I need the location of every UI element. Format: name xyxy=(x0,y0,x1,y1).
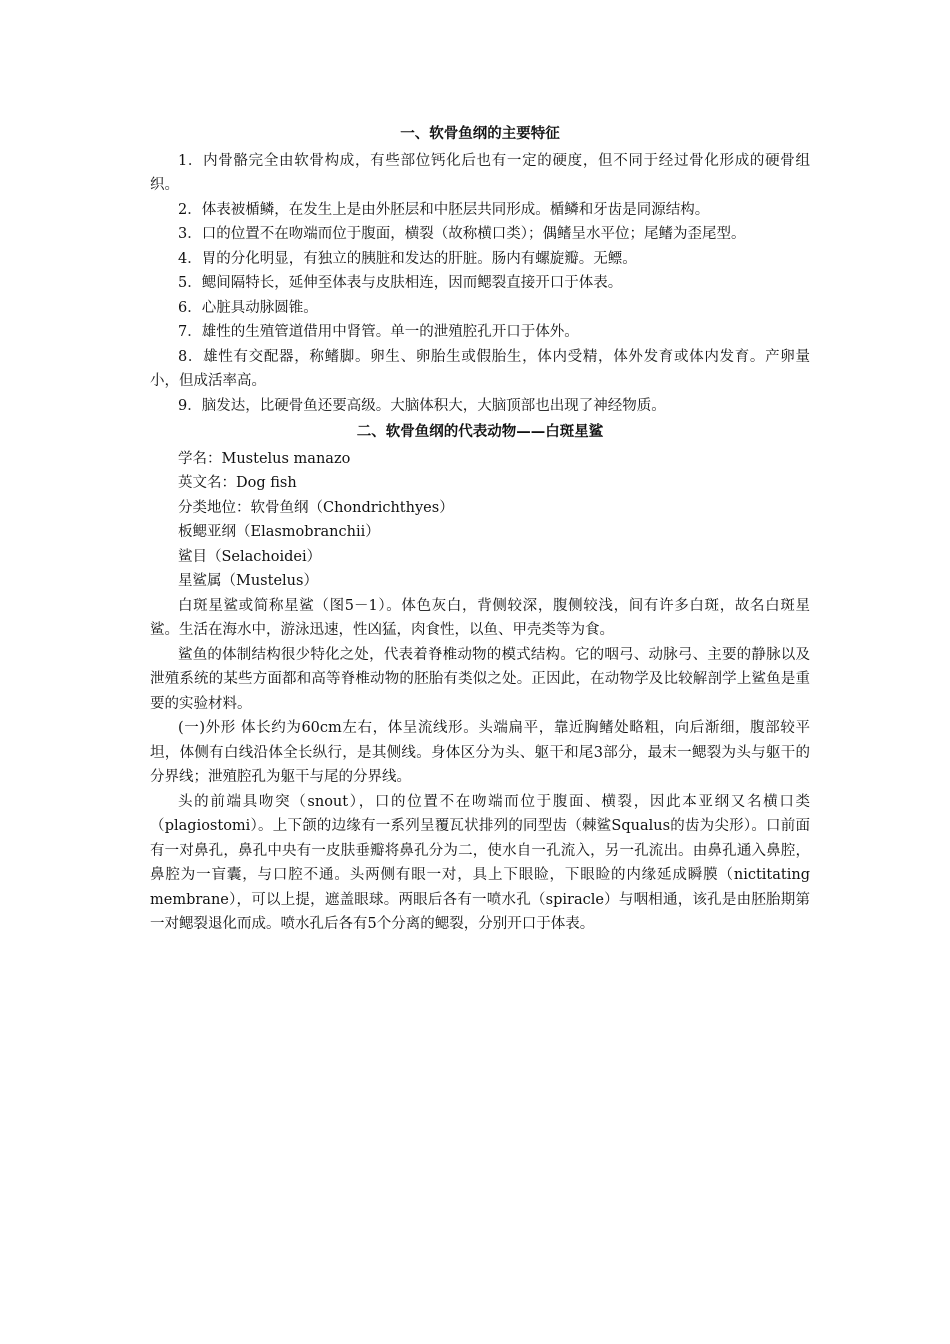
morphology-paragraph: (一)外形 体长约为60cm左右，体呈流线形。头端扁平，靠近胸鳍处略粗，向后渐细，腹部较平坦，体侧有白线沿体全长纵行，是其侧线。身体区分为头、躯干和尾3部分，最末一鳃裂为头与躯干的分界线；泄殖腔孔为躯干与尾的分界线。 xyxy=(150,720,810,785)
taxonomy-order: 鲨目（Selachoidei） xyxy=(178,548,322,565)
taxonomy-class: 分类地位：软骨鱼纲（Chondrichthyes） xyxy=(178,499,454,516)
feature-item-4: 4．胃的分化明显，有独立的胰脏和发达的肝脏。肠内有螺旋瓣。无鳔。 xyxy=(178,250,637,267)
feature-item-7: 7．雄性的生殖管道借用中肾管。单一的泄殖腔孔开口于体外。 xyxy=(178,324,579,340)
section-2-heading: 二、软骨鱼纲的代表动物——白斑星鲨 xyxy=(356,424,604,440)
feature-item-2: 2．体表被楯鳞，在发生上是由外胚层和中胚层共同形成。楯鳞和牙齿是同源结构。 xyxy=(178,201,710,218)
description-paragraph-2: 鲨鱼的体制结构很少特化之处，代表着脊椎动物的模式结构。它的咽弓、动脉弓、主要的静脉以及泄殖系统的某些方面都和高等脊椎动物的胚胎有类似之处。正因此，在动物学及比较解剖学上鲨鱼是重要的实验材料。 xyxy=(150,646,810,712)
english-name: 英文名：Dog fish xyxy=(178,475,297,491)
feature-item-5: 5．鳃间隔特长，延伸至体表与皮肤相连，因而鳃裂直接开口于体表。 xyxy=(178,275,623,291)
feature-item-8: 8．雄性有交配器，称鳍脚。卵生、卵胎生或假胎生，体内受精，体外发育或体内发育。产卵量小，但成活率高。 xyxy=(150,348,810,389)
description-paragraph-1: 白斑星鲨或简称星鲨（图5－1）。体色灰白，背侧较深，腹侧较浅，间有许多白斑，故名白斑星鲨。生活在海水中，游泳迅速，性凶猛，肉食性，以鱼、甲壳类等为食。 xyxy=(150,597,810,638)
head-structure-paragraph: 头的前端具吻突（snout），口的位置不在吻端而位于腹面、横裂，因此本亚纲又名横口类（plagiostomi）。上下颌的边缘有一系列呈覆瓦状排列的同型齿（棘鲨Squalus的齿为尖形）。口前面有一对鼻孔，鼻孔中央有一皮肤垂瓣将鼻孔分为二，使水自一孔流入，另一孔流出。由鼻孔通入鼻腔，鼻腔为一盲囊，与口腔不通。头两侧有眼一对，具上下眼睑，下眼睑的内缘延成瞬膜（nictitating membrane），可以上提，遮盖眼球。两眼后各有一喷水孔（spiracle）与咽相通，该孔是由胚胎期第一对鳃裂退化而成。喷水孔后各有5个分离的鳃裂，分别开口于体表。 xyxy=(150,793,810,932)
feature-item-9: 9．脑发达，比硬骨鱼还要高级。大脑体积大，大脑顶部也出现了神经物质。 xyxy=(178,397,666,414)
feature-item-3: 3．口的位置不在吻端而位于腹面，横裂（故称横口类）；偶鳍呈水平位；尾鳍为歪尾型。 xyxy=(178,226,746,242)
feature-item-6: 6．心脏具动脉圆锥。 xyxy=(178,299,318,316)
section-1-heading: 一、软骨鱼纲的主要特征 xyxy=(400,126,560,142)
taxonomy-genus: 星鲨属（Mustelus） xyxy=(178,573,318,589)
scientific-name: 学名：Mustelus manazo xyxy=(178,450,351,467)
document-page xyxy=(150,120,810,937)
taxonomy-subclass: 板鳃亚纲（Elasmobranchii） xyxy=(178,524,380,540)
feature-item-1: 1．内骨骼完全由软骨构成，有些部位钙化后也有一定的硬度，但不同于经过骨化形成的硬骨组织。 xyxy=(150,152,810,193)
